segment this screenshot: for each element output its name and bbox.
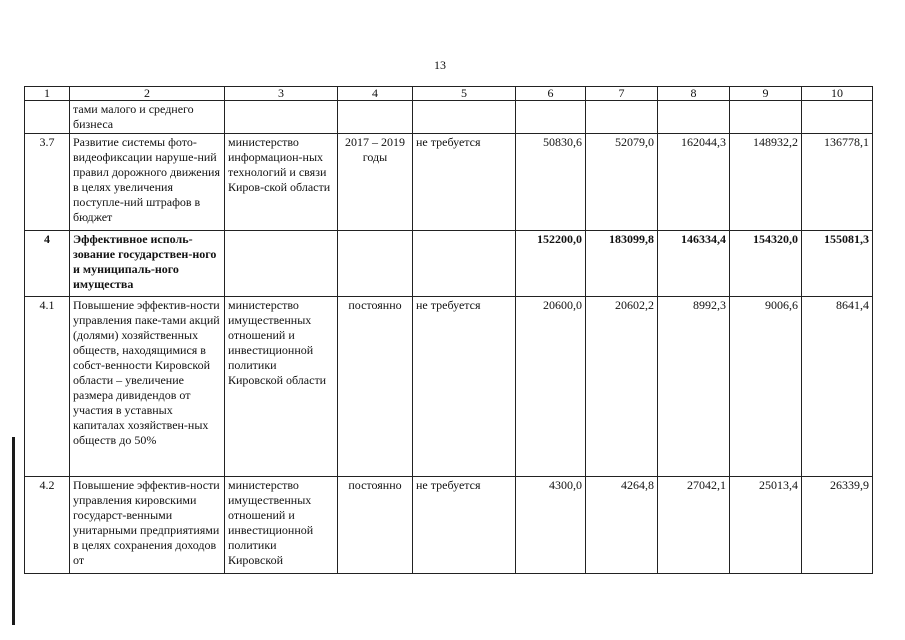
table-row [25, 101, 873, 134]
column-header: 4 [338, 87, 413, 101]
value-col9: 154320,0 [730, 231, 802, 297]
table-row [25, 477, 873, 574]
column-header: 8 [658, 87, 730, 101]
value-col7 [586, 101, 658, 134]
value-col8: 8992,3 [658, 297, 730, 477]
value-col10 [802, 101, 873, 134]
funding [413, 231, 516, 297]
column-number-header-row [25, 87, 873, 101]
executor [225, 101, 338, 134]
value-col9 [730, 101, 802, 134]
measure-name: тами малого и среднего бизнеса [70, 101, 225, 134]
value-col7: 52079,0 [586, 134, 658, 231]
table-row-section [25, 231, 873, 297]
funding: не требуется [413, 297, 516, 477]
measure-name: Повышение эффектив-ности управления паке-тами акций (долями) хозяйственных обществ, находящимися в собст-венности Кировской области – увеличение размера дивидендов от участия в уставных капиталах хозяйствен-ных обществ до 50% [70, 297, 225, 477]
column-header: 2 [70, 87, 225, 101]
item-number [25, 101, 70, 134]
funding [413, 101, 516, 134]
value-col9: 148932,2 [730, 134, 802, 231]
executor: министерство имущественных отношений и инвестиционной политики Кировской области [225, 297, 338, 477]
value-col9: 25013,4 [730, 477, 802, 574]
item-number: 3.7 [25, 134, 70, 231]
item-number: 4.2 [25, 477, 70, 574]
measures-table [24, 86, 873, 574]
value-col10: 8641,4 [802, 297, 873, 477]
item-number: 4 [25, 231, 70, 297]
period: постоянно [338, 477, 413, 574]
value-col8 [658, 101, 730, 134]
value-col6: 20600,0 [516, 297, 586, 477]
value-col9: 9006,6 [730, 297, 802, 477]
item-number: 4.1 [25, 297, 70, 477]
value-col7: 20602,2 [586, 297, 658, 477]
value-col8: 146334,4 [658, 231, 730, 297]
funding: не требуется [413, 477, 516, 574]
value-col10: 26339,9 [802, 477, 873, 574]
column-header: 7 [586, 87, 658, 101]
value-col6: 4300,0 [516, 477, 586, 574]
column-header: 5 [413, 87, 516, 101]
measure-name: Повышение эффектив-ности управления кировскими государст-венными унитарными предприятиями в целях сохранения доходов от [70, 477, 225, 574]
value-col6: 50830,6 [516, 134, 586, 231]
value-col7: 183099,8 [586, 231, 658, 297]
measure-name: Эффективное исполь-зование государствен-ного и муниципаль-ного имущества [70, 231, 225, 297]
value-col6 [516, 101, 586, 134]
period: постоянно [338, 297, 413, 477]
column-header: 9 [730, 87, 802, 101]
executor [225, 231, 338, 297]
page-number: 13 [434, 58, 446, 72]
column-header: 3 [225, 87, 338, 101]
column-header: 1 [25, 87, 70, 101]
column-header: 10 [802, 87, 873, 101]
executor: министерство имущественных отношений и инвестиционной политики Кировской [225, 477, 338, 574]
value-col7: 4264,8 [586, 477, 658, 574]
value-col6: 152200,0 [516, 231, 586, 297]
table-row [25, 297, 873, 477]
value-col10: 136778,1 [802, 134, 873, 231]
period [338, 231, 413, 297]
value-col8: 162044,3 [658, 134, 730, 231]
table-row [25, 134, 873, 231]
period: 2017 – 2019 годы [338, 134, 413, 231]
column-header: 6 [516, 87, 586, 101]
value-col10: 155081,3 [802, 231, 873, 297]
funding: не требуется [413, 134, 516, 231]
measure-name: Развитие системы фото-видеофиксации наруше-ний правил дорожного движения в целях увеличения поступле-ний штрафов в бюджет [70, 134, 225, 231]
executor: министерство информацион-ных технологий и связи Киров-ской области [225, 134, 338, 231]
value-col8: 27042,1 [658, 477, 730, 574]
period [338, 101, 413, 134]
scan-margin-mark [12, 437, 15, 625]
